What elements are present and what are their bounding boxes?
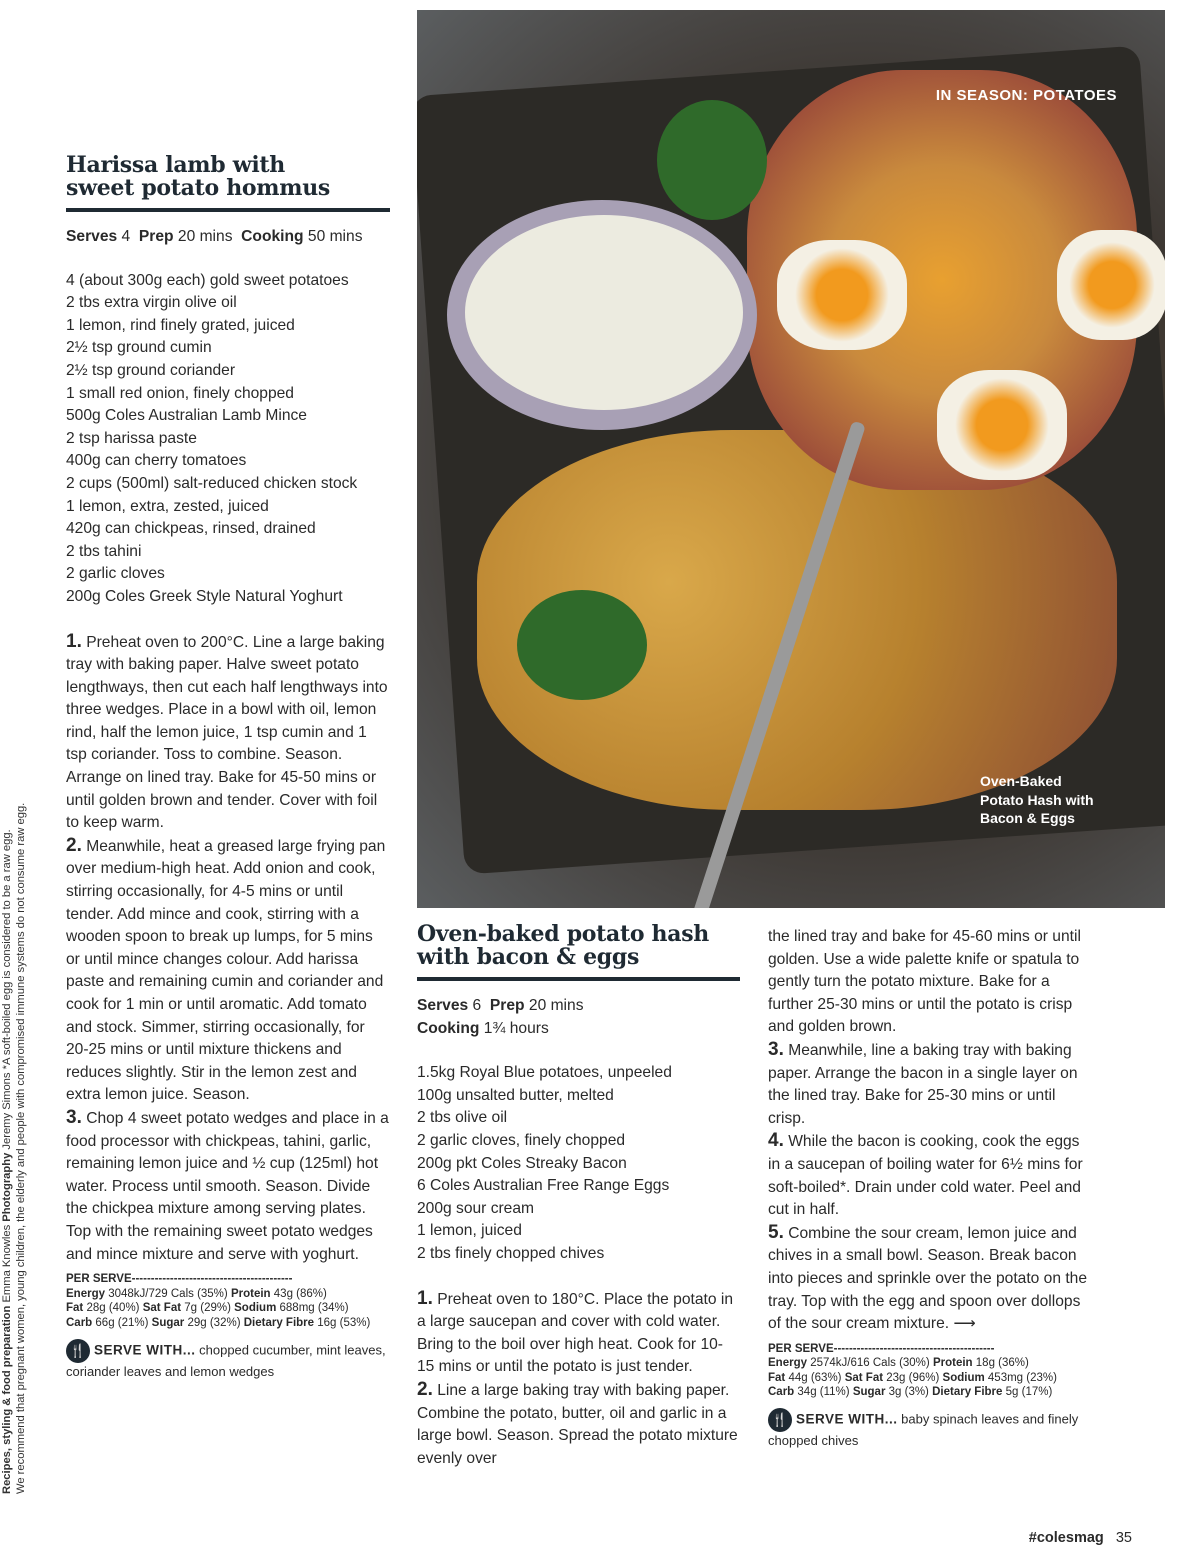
step-text: While the bacon is cooking, cook the eggs in a saucepan of boiling water for 6½ mins for soft-boiled*. Drain under cold water. Peel and cut in half. xyxy=(768,1133,1083,1219)
ingredient-item: 200g Coles Greek Style Natural Yoghurt xyxy=(66,587,343,605)
serve-with-text: baby spinach leaves and finely chopped chives xyxy=(768,1411,1079,1449)
ingredient-item: 2 tbs olive oil xyxy=(417,1109,508,1127)
egg-warning: We recommend that pregnant women, young children, the elderly and people with compromised immune systems do not consume raw egg. xyxy=(15,802,27,1494)
step-number: 3. xyxy=(768,1038,784,1060)
ingredient-item: 2 tsp harissa paste xyxy=(66,429,197,447)
nutrient-label: Carb xyxy=(66,1316,93,1329)
nutrient-value: 44g (63%) xyxy=(788,1371,842,1384)
caption-line: Potato Hash with xyxy=(980,791,1094,808)
step-text: Preheat oven to 200°C. Line a large baking tray with baking paper. Halve sweet potato lengthways, then cut each half lengthways into three wedges. Place in a bowl with oil, lemon rind, half the lemon juice, 1 tsp cumin and 1 tsp coriander. Toss to combine. Season. Arrange on lined tray. Bake for 45-50 mins or until golden brown and tender. Cover with foil to keep warm. xyxy=(66,633,388,832)
method-step xyxy=(66,1107,390,1266)
nutrient-value: 688mg (34%) xyxy=(279,1302,349,1315)
prep-value: 20 mins xyxy=(528,997,584,1014)
nutrition-line xyxy=(768,1356,1093,1371)
ingredient-item: 6 Coles Australian Free Range Eggs xyxy=(417,1177,670,1195)
credit-label: Photography xyxy=(1,1152,13,1222)
step-text: Combine the sour cream, lemon juice and chives in a small bowl. Season. Break bacon into pieces and sprinkle over the potato on the tray. Top with the egg and spoon over dollops of the sour cream mixture. xyxy=(768,1224,1088,1333)
title-rule xyxy=(66,208,390,212)
method-step xyxy=(66,835,390,1107)
ingredient-item: 2 tbs tahini xyxy=(66,542,142,560)
nutrient-value: 5g (17%) xyxy=(1005,1386,1053,1399)
credits xyxy=(0,620,28,1500)
per-serve-label: PER SERVE xyxy=(66,1273,132,1286)
nutrient-value: 7g (29%) xyxy=(184,1302,231,1315)
recipe-potato-hash-cont xyxy=(768,926,1093,1450)
nutrition-line xyxy=(66,1287,390,1302)
recipe-harissa-lamb xyxy=(66,154,390,1381)
dashed-rule: ------------------------------------------ xyxy=(833,1342,995,1355)
ingredient-item: 1 lemon, extra, zested, juiced xyxy=(66,497,269,515)
ingredient-item: 2½ tsp ground coriander xyxy=(66,361,236,379)
step-number: 1. xyxy=(417,1287,433,1309)
serves-label: Serves xyxy=(66,228,118,245)
egg-note: *A soft-boiled egg is considered to be a raw egg. xyxy=(1,829,13,1070)
nutrient-value: 43g (86%) xyxy=(273,1287,327,1300)
nutrient-label: Sugar xyxy=(852,1386,886,1399)
nutrient-value: 66g (21%) xyxy=(95,1316,149,1329)
nutrient-value: 29g (32%) xyxy=(187,1316,241,1329)
method-steps xyxy=(768,926,1093,1336)
per-serve-label: PER SERVE xyxy=(768,1342,834,1355)
nutrient-value: 16g (53%) xyxy=(317,1316,371,1329)
cooking-label: Cooking xyxy=(241,228,304,245)
ingredient-item: 1 small red onion, finely chopped xyxy=(66,384,294,402)
nutrient-value: 2574kJ/616 Cals (30%) xyxy=(810,1357,930,1370)
nutrition-line xyxy=(66,1316,390,1331)
nutrient-value: 18g (36%) xyxy=(975,1357,1029,1370)
footer xyxy=(1029,1530,1132,1546)
cooking-value: 50 mins xyxy=(307,228,363,245)
nutrition-line xyxy=(768,1371,1093,1386)
method-steps xyxy=(417,1288,740,1471)
per-serve-nutrition xyxy=(66,1272,390,1330)
egg xyxy=(777,240,907,350)
step-number: 2. xyxy=(66,834,82,856)
ingredient-item: 2 garlic cloves, finely chopped xyxy=(417,1131,626,1149)
caption-line: Oven-Baked xyxy=(980,773,1062,789)
title-line: with bacon & eggs xyxy=(417,944,640,970)
nutrient-value: 3g (3%) xyxy=(888,1386,929,1399)
caption-line: Bacon & Eggs xyxy=(980,810,1075,826)
section-tag: IN SEASON: POTATOES xyxy=(935,87,1117,104)
step-text: Chop 4 sweet potato wedges and place in a food processor with chickpeas, tahini, garlic, remaining lemon juice and ½ cup (125ml) hot water. Process until smooth. Season. Divide the chickpea mixture among serving plates. Top with the remaining sweet potato wedges and mince mixture and serve with yoghurt. xyxy=(66,1109,389,1263)
per-serve-heading xyxy=(66,1272,390,1287)
serves-value: 6 xyxy=(472,997,482,1014)
ingredient-item: 1 lemon, juiced xyxy=(417,1222,522,1240)
ingredient-item: 2 garlic cloves xyxy=(66,565,165,583)
nutrient-label: Sat Fat xyxy=(844,1371,884,1384)
nutrient-value: 23g (96%) xyxy=(886,1371,940,1384)
ingredient-item: 2½ tsp ground cumin xyxy=(66,339,212,357)
sour-cream-dip xyxy=(465,215,743,410)
step-text: Meanwhile, heat a greased large frying pan over medium-high heat. Add onion and cook, stirring occasionally, for 4-5 mins or until tender. Add mince and cook, stirring with a wooden spoon to break up lumps, for 5 mins or until mince changes colour. Add harissa paste and remaining cumin and coriander and cook for 1 min or until aromatic. Add tomato and stock. Simmer, stirring occasionally, for 20-25 mins or until mixture thickens and reduces slightly. Stir in the lemon zest and extra lemon juice. Season. xyxy=(66,837,386,1104)
ingredient-item: 1 lemon, rind finely grated, juiced xyxy=(66,316,295,334)
method-step xyxy=(768,1039,1093,1130)
ingredient-item: 500g Coles Australian Lamb Mince xyxy=(66,407,307,425)
method-step xyxy=(417,1288,740,1379)
nutrient-label: Fat xyxy=(768,1371,786,1384)
credit-name: Emma Knowles xyxy=(1,1224,13,1303)
nutrient-value: 3048kJ/729 Cals (35%) xyxy=(108,1287,228,1300)
method-step xyxy=(417,1379,740,1470)
nutrition-line xyxy=(768,1385,1093,1400)
ingredient-item: 200g sour cream xyxy=(417,1199,535,1217)
title-rule xyxy=(417,977,740,981)
method-steps xyxy=(66,631,390,1267)
photo-caption xyxy=(980,772,1094,828)
per-serve-nutrition xyxy=(768,1342,1093,1400)
nutrient-value: 28g (40%) xyxy=(86,1302,140,1315)
step-number: 4. xyxy=(768,1130,784,1152)
title-line: sweet potato hommus xyxy=(66,175,331,201)
step-number: 5. xyxy=(768,1221,784,1243)
ingredients-list xyxy=(66,270,390,609)
nutrient-label: Carb xyxy=(768,1386,795,1399)
step-text: Preheat oven to 180°C. Place the potato in a large saucepan and cover with cold water. Bring to the boil over high heat. Cook for 10-15 mins or until the potato is just tender. xyxy=(417,1290,733,1376)
nutrient-label: Sugar xyxy=(151,1316,185,1329)
ingredient-item: 2 cups (500ml) salt-reduced chicken stock xyxy=(66,474,358,492)
nutrient-label: Sodium xyxy=(234,1302,277,1315)
serves-label: Serves xyxy=(417,997,469,1014)
spinach-leaf xyxy=(657,100,767,220)
cooking-label: Cooking xyxy=(417,1019,480,1037)
ingredients-list xyxy=(417,1062,740,1265)
cooking-value: 1¾ hours xyxy=(483,1019,549,1037)
step-continued: the lined tray and bake for 45-60 mins or until golden. Use a wide palette knife or spatula to gently turn the potato mixture. Bake for a further 25-30 mins or until the potato is crisp and golden brown. xyxy=(768,928,1081,1036)
serve-with xyxy=(768,1408,1093,1450)
ingredient-item: 1.5kg Royal Blue potatoes, unpeeled xyxy=(417,1064,672,1082)
method-step xyxy=(768,1222,1093,1336)
egg xyxy=(937,370,1067,480)
method-step xyxy=(768,1130,1093,1221)
prep-value: 20 mins xyxy=(177,228,233,245)
serves-value: 4 xyxy=(121,228,131,245)
recipe-meta xyxy=(66,226,390,249)
cutlery-icon: 🍴 xyxy=(768,1408,792,1432)
nutrient-label: Dietary Fibre xyxy=(243,1316,315,1329)
nutrient-label: Protein xyxy=(230,1287,271,1300)
dashed-rule: ------------------------------------------ xyxy=(131,1273,293,1286)
serve-with-label: SERVE WITH... xyxy=(796,1411,898,1427)
nutrient-label: Fat xyxy=(66,1302,84,1315)
nutrient-value: 453mg (23%) xyxy=(987,1371,1057,1384)
ingredient-item: 200g pkt Coles Streaky Bacon xyxy=(417,1154,627,1172)
page-number: 35 xyxy=(1115,1530,1132,1546)
step-text: Line a large baking tray with baking paper. Combine the potato, butter, oil and garlic in a large bowl. Season. Spread the potato mixture evenly over xyxy=(417,1381,738,1467)
nutrient-label: Energy xyxy=(66,1287,105,1300)
nutrient-label: Dietary Fibre xyxy=(932,1386,1003,1399)
nutrient-value: 34g (11%) xyxy=(797,1386,850,1399)
spinach-leaf xyxy=(517,590,647,700)
recipe-potato-hash xyxy=(417,923,740,1470)
nutrient-label: Sodium xyxy=(942,1371,985,1384)
cutlery-icon: 🍴 xyxy=(66,1339,90,1363)
hashtag: #colesmag xyxy=(1028,1530,1104,1546)
title-line: Harissa lamb with xyxy=(66,152,285,178)
nutrition-line xyxy=(66,1301,390,1316)
serve-with xyxy=(66,1339,390,1381)
nutrient-label: Protein xyxy=(932,1357,973,1370)
ingredient-item: 420g can chickpeas, rinsed, drained xyxy=(66,520,316,538)
serve-with-text: chopped cucumber, mint leaves, coriander leaves and lemon wedges xyxy=(66,1341,386,1379)
credit-name: Jeremy Simons xyxy=(1,1072,13,1150)
recipe-title xyxy=(66,154,390,200)
credit-label: Recipes, styling & food preparation xyxy=(1,1305,13,1494)
hero-photo xyxy=(417,10,1165,908)
ingredient-item: 2 tbs finely chopped chives xyxy=(417,1244,605,1262)
prep-label: Prep xyxy=(489,997,525,1014)
arrow-icon: ⟶ xyxy=(949,1315,976,1333)
ingredient-item: 2 tbs extra virgin olive oil xyxy=(66,294,237,312)
ingredient-item: 400g can cherry tomatoes xyxy=(66,452,247,470)
step-text: Meanwhile, line a baking tray with baking paper. Arrange the bacon in a single layer on the lined tray. Bake for 25-30 mins or until crisp. xyxy=(768,1041,1078,1127)
nutrient-label: Energy xyxy=(768,1357,807,1370)
serve-with-label: SERVE WITH... xyxy=(94,1341,196,1357)
method-step xyxy=(66,631,390,835)
ingredient-item: 100g unsalted butter, melted xyxy=(417,1086,614,1104)
recipe-title xyxy=(417,923,740,969)
recipe-meta xyxy=(417,995,740,1040)
ingredient-item: 4 (about 300g each) gold sweet potatoes xyxy=(66,271,349,289)
step-number: 3. xyxy=(66,1106,82,1128)
title-line: Oven-baked potato hash xyxy=(417,921,709,947)
nutrient-label: Sat Fat xyxy=(142,1302,182,1315)
prep-label: Prep xyxy=(138,228,174,245)
step-number: 1. xyxy=(66,630,82,652)
egg xyxy=(1057,230,1165,340)
step-number: 2. xyxy=(417,1378,433,1400)
per-serve-heading xyxy=(768,1342,1093,1357)
